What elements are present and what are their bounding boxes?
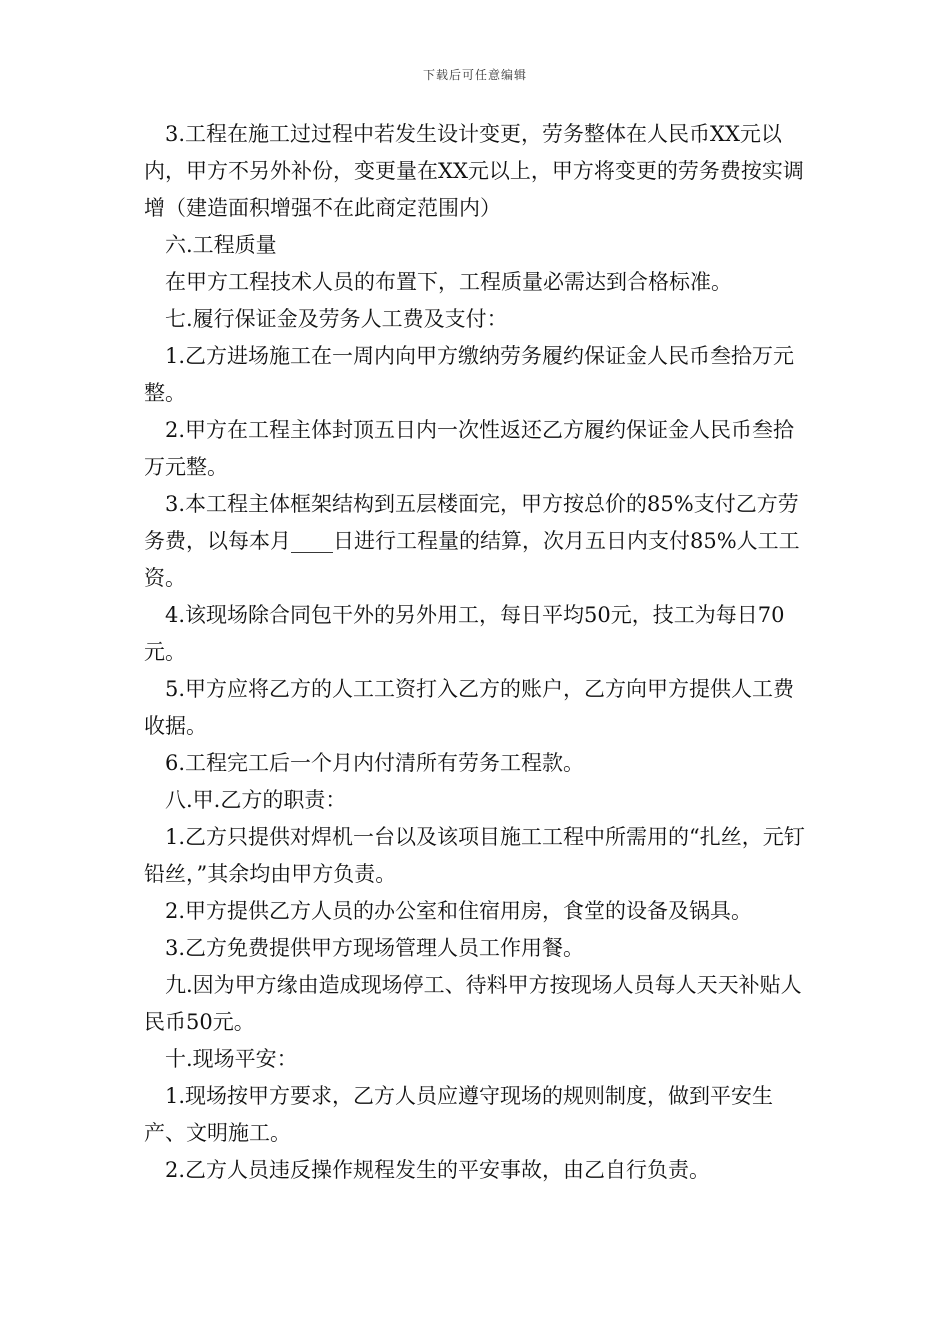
section-heading: 九.因为甲方缘由造成现场停工、待料甲方按现场人员每人天天补贴人民币50元。 [144,973,802,1034]
section-heading: 六.工程质量 [165,233,277,257]
document-body [144,116,808,1189]
paragraph: 2.乙方人员违反操作规程发生的平安事故，由乙自行负责。 [165,1158,711,1182]
paragraph: 2.甲方在工程主体封顶五日内一次性返还乙方履约保证金人民币叁拾万元整。 [144,418,795,479]
paragraph: 在甲方工程技术人员的布置下，工程质量必需达到合格标准。 [165,270,732,294]
paragraph: 2.甲方提供乙方人员的办公室和住宿用房，食堂的设备及锅具。 [165,899,753,923]
paragraph: 1.现场按甲方要求，乙方人员应遵守现场的规则制度，做到平安生产、文明施工。 [144,1084,774,1145]
section-heading: 七.履行保证金及劳务人工费及支付： [165,307,508,331]
paragraph: 1.乙方进场施工在一周内向甲方缴纳劳务履约保证金人民币叁拾万元整。 [144,344,795,405]
paragraph: 1.乙方只提供对焊机一台以及该项目施工工程中所需用的“扎丝，元钉铅丝，”其余均由甲方负责。 [144,825,805,886]
section-heading: 十.现场平安： [165,1047,298,1071]
paragraph: 3.工程在施工过过程中若发生设计变更，劳务整体在人民币XX元以内，甲方不另外补份，变更量在XX元以上，甲方将变更的劳务费按实调增（建造面积增强不在此商定范围内） [144,122,804,220]
page-header: 下载后可任意编辑 [422,68,527,82]
paragraph: 3.乙方免费提供甲方现场管理人员工作用餐。 [165,936,585,960]
paragraph: 4.该现场除合同包干外的另外用工，每日平均50元，技工为每日70元。 [144,603,785,664]
section-heading: 八.甲.乙方的职责： [165,788,347,812]
paragraph: 5.甲方应将乙方的人工工资打入乙方的账户，乙方向甲方提供人工费收据。 [144,677,795,738]
paragraph: 6.工程完工后一个月内付清所有劳务工程款。 [165,751,585,775]
paragraph: 3.本工程主体框架结构到五层楼面完，甲方按总价的85%支付乙方劳务费，以每本月____日进行工程量的结算，次月五日内支付85%人工工资。 [144,492,800,590]
